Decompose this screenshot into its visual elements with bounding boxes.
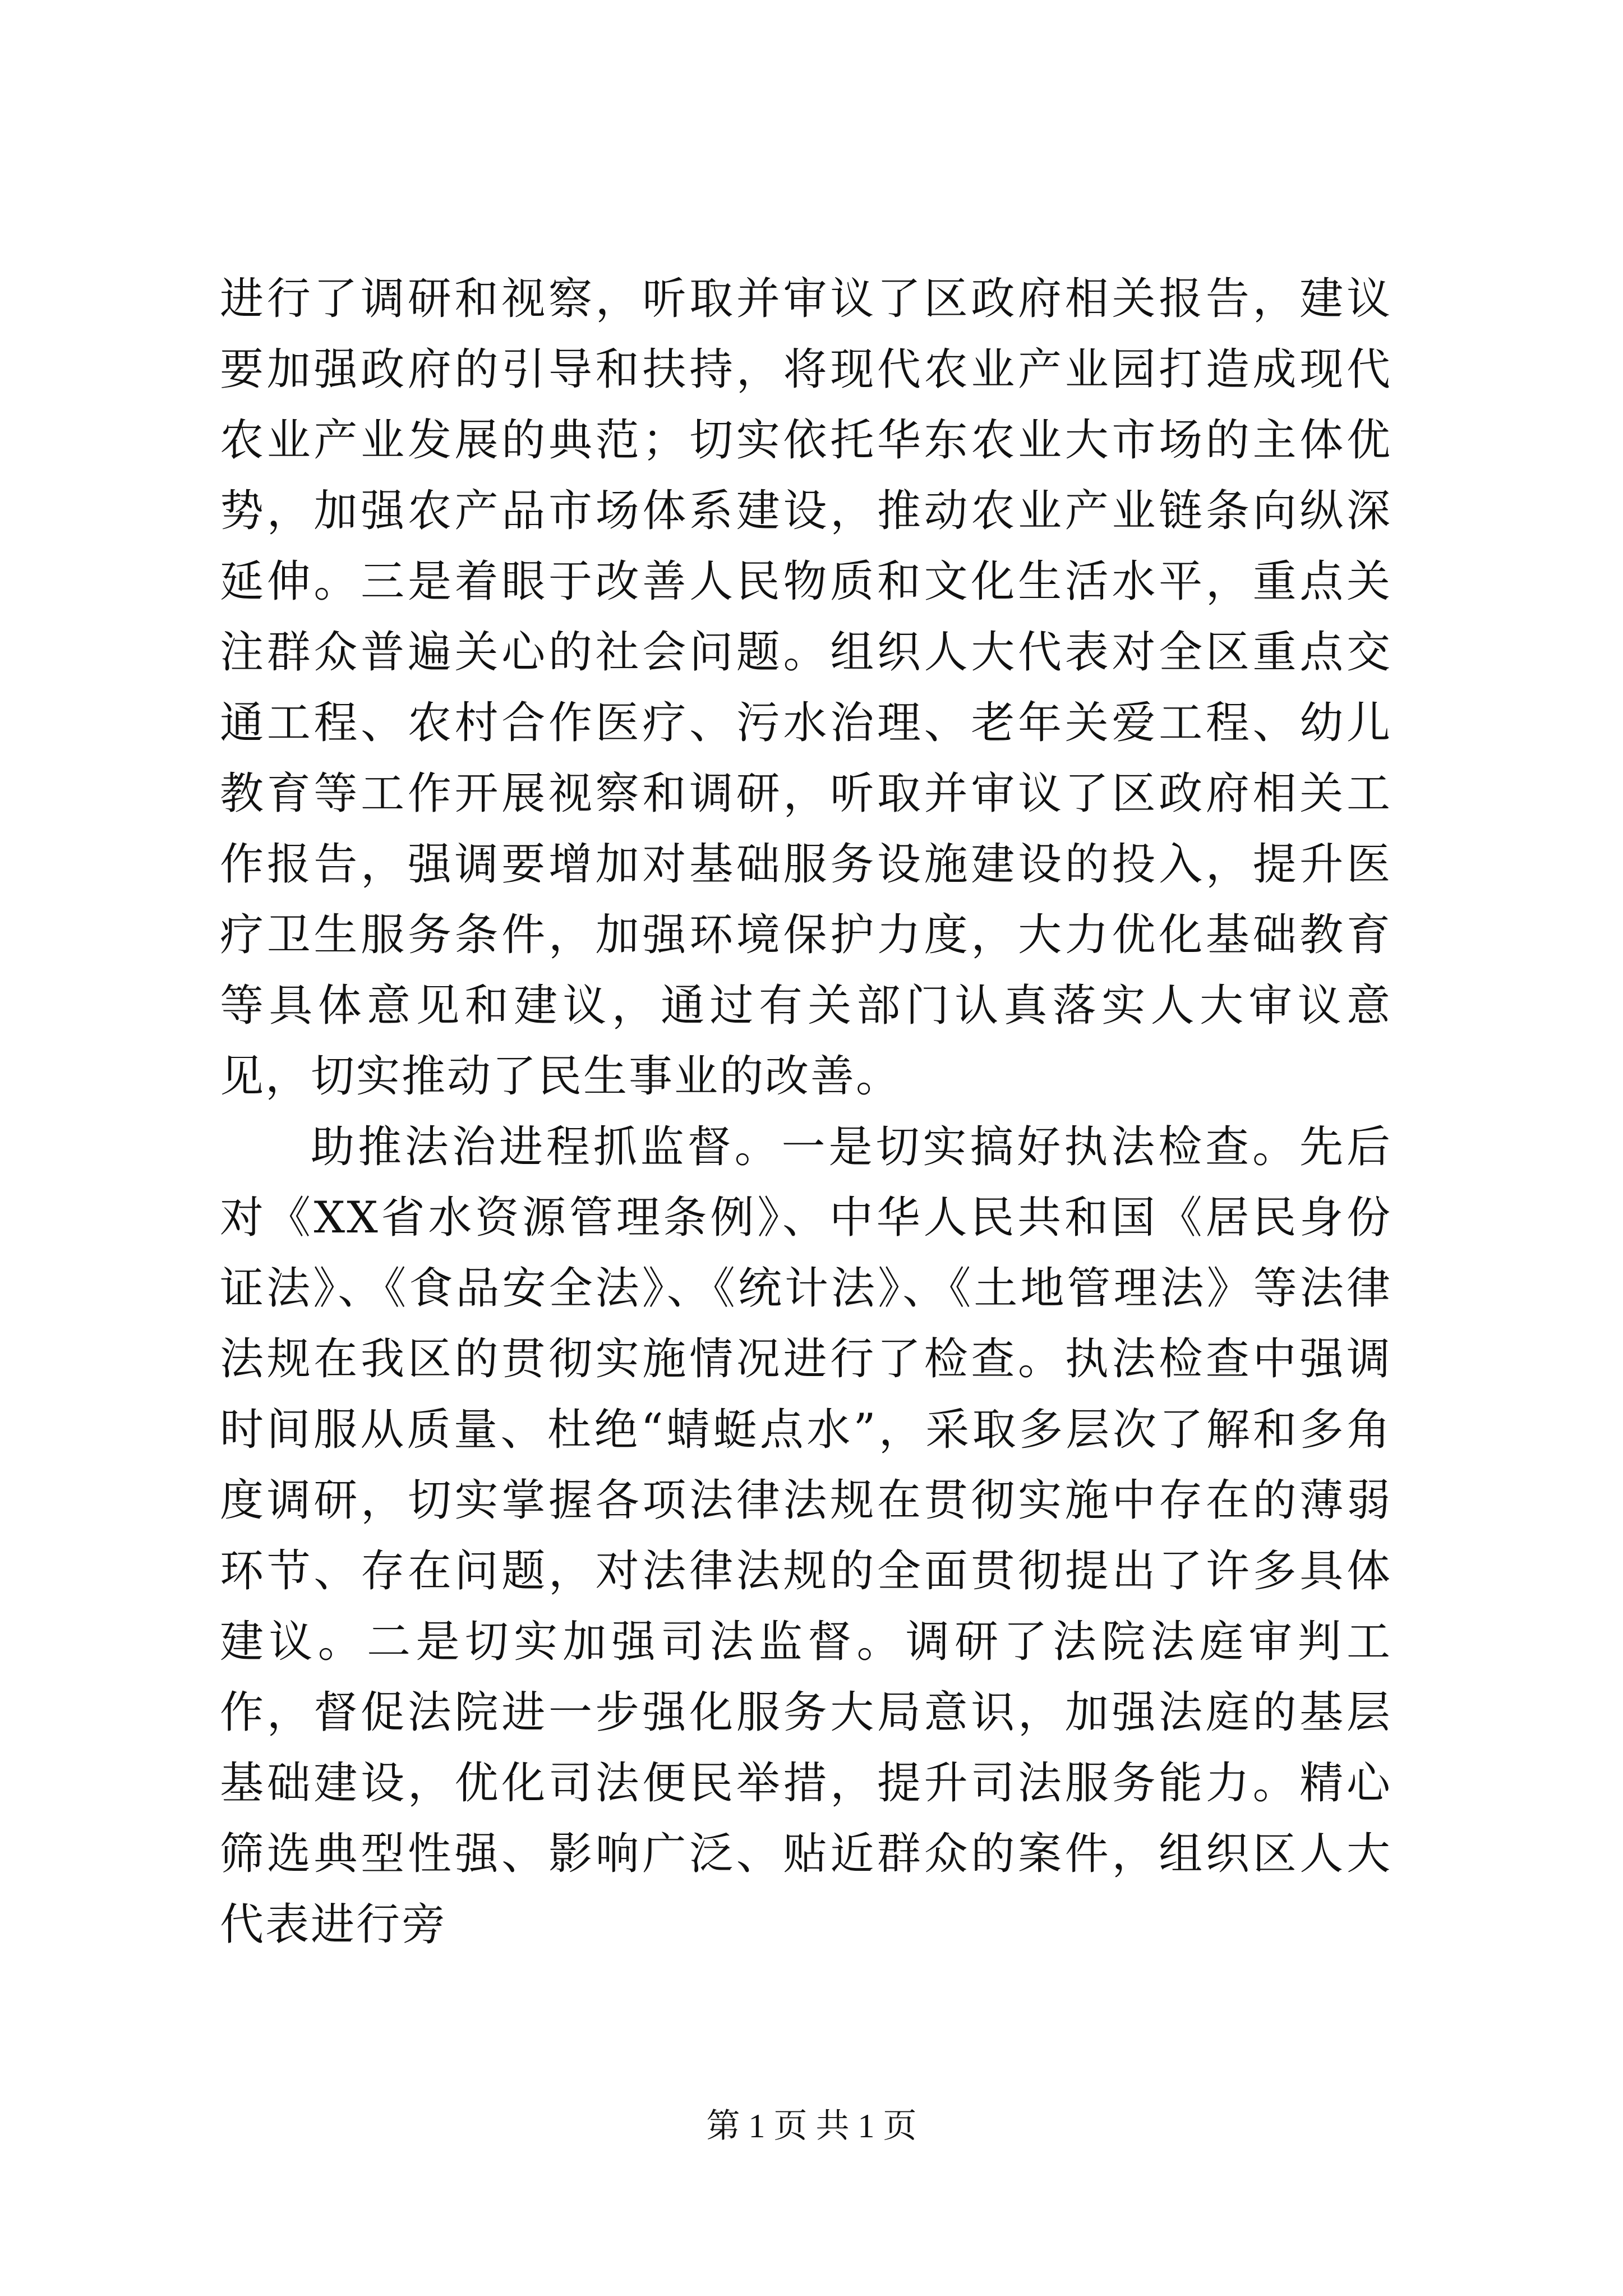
paragraph-2: 助推法治进程抓监督。一是切实搞好执法检查。先后对《XX省水资源管理条例》、中华人民共和国《居民身份证法》、《食品安全法》、《统计法》、《土地管理法》等法律法规在我区的贯彻实施情况进行了检查。执法检查中强调时间服从质量、杜绝“蜻蜓点水”，采取多层次了解和多角度调研，切实掌握各项法律法规在贯彻实施中存在的薄弱环节、存在问题，对法律法规的全面贯彻提出了许多具体建议。二是切实加强司法监督。调研了法院法庭审判工作，督促法院进一步强化服务大局意识，加强法庭的基层基础建设，优化司法便民举措，提升司法服务能力。精心筛选典型性强、影响广泛、贴近群众的案件，组织区人大代表进行旁 xyxy=(220,1122,1392,1950)
page-number-footer: 第 1 页 共 1 页 xyxy=(706,2108,917,2145)
document-body xyxy=(220,264,1392,1960)
paragraph-1: 进行了调研和视察，听取并审议了区政府相关报告，建议要加强政府的引导和扶持，将现代农业产业园打造成现代农业产业发展的典范；切实依托华东农业大市场的主体优势，加强农产品市场体系建设，推动农业产业链条向纵深延伸。三是着眼于改善人民物质和文化生活水平，重点关注群众普遍关心的社会问题。组织人大代表对全区重点交通工程、农村合作医疗、污水治理、老年关爱工程、幼儿教育等工作开展视察和调研，听取并审议了区政府相关工作报告，强调要增加对基础服务设施建设的投入，提升医疗卫生服务条件，加强环境保护力度，大力优化基础教育等具体意见和建议，通过有关部门认真落实人大审议意见，切实推动了民生事业的改善。 xyxy=(220,274,1392,1102)
